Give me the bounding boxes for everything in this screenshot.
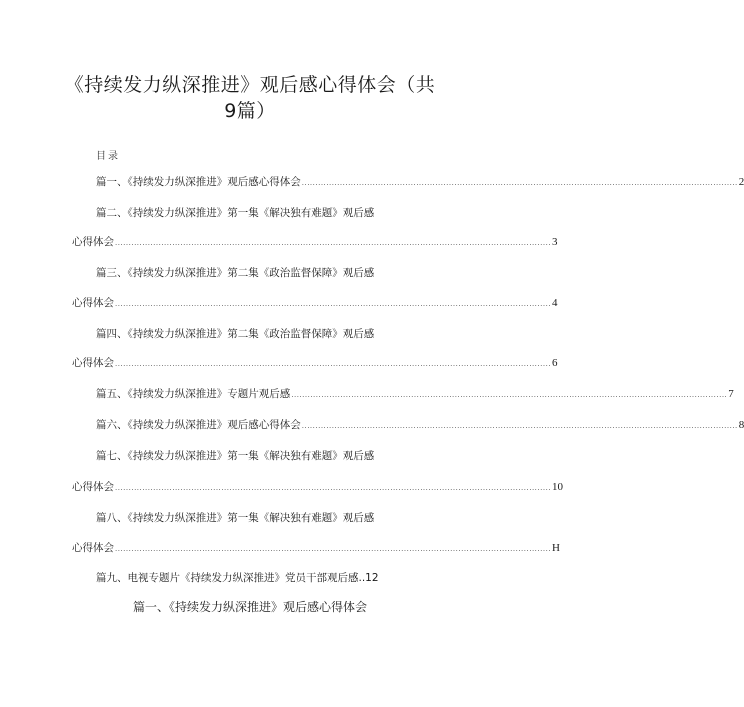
toc-entry-9[interactable] xyxy=(96,570,412,586)
toc-entry-3[interactable] xyxy=(96,265,412,281)
toc-leader-dots: ................................................................................................................................................................ xyxy=(115,545,552,553)
toc-entry-5[interactable] xyxy=(96,386,734,402)
section-title: 篇一、《持续发力纵深推进》观后感心得体会 xyxy=(132,600,367,614)
toc-entry-7-continuation[interactable] xyxy=(72,479,564,495)
toc-entry-8-continuation[interactable] xyxy=(72,540,560,556)
toc-entry-text: 篇一、《持续发力纵深推进》观后感心得体会 xyxy=(96,176,301,188)
toc-entry-7[interactable] xyxy=(96,448,412,464)
toc-leader-dots: ................................................................................................................................................................ xyxy=(291,391,728,399)
toc-entry-3-continuation[interactable] xyxy=(72,295,558,311)
toc-entry-text: 心得体会 xyxy=(72,357,114,369)
toc-leader-dots: ................................................................................................................................................................ xyxy=(115,300,552,308)
toc-page-number: 3 xyxy=(552,236,558,248)
toc-entry-4[interactable] xyxy=(96,326,412,342)
toc-leader-dots: ................................................................................................................................................................ xyxy=(301,179,738,187)
toc-entry-text: 心得体会 xyxy=(72,481,114,493)
toc-page-number: 7 xyxy=(728,388,734,400)
toc-page-number: 2 xyxy=(738,176,744,188)
toc-page-number: 6 xyxy=(552,357,558,369)
toc-entry-text: 篇五、《持续发力纵深推进》专题片观后感 xyxy=(96,388,291,400)
toc-leader-dots: ................................................................................................................................................................ xyxy=(115,360,552,368)
toc-entry-text: 篇九、电视专题片《持续发力纵深推进》党员干部观后感..12 xyxy=(96,572,379,584)
toc-entry-2-continuation[interactable] xyxy=(72,234,558,250)
toc-entry-text: 篇二、《持续发力纵深推进》第一集《解决独有难题》观后感 xyxy=(96,207,375,219)
toc-entry-8[interactable] xyxy=(96,510,412,526)
toc-entry-text: 篇八、《持续发力纵深推进》第一集《解决独有难题》观后感 xyxy=(96,512,375,524)
toc-entry-2[interactable] xyxy=(96,205,412,221)
toc-leader-dots: ................................................................................................................................................................ xyxy=(115,484,552,492)
document-title-line-1: 《持续发力纵深推进》观后感心得体会（共 xyxy=(64,74,436,96)
toc-page-number: 4 xyxy=(552,297,558,309)
toc-entry-4-continuation[interactable] xyxy=(72,355,558,371)
toc-heading: 目录 xyxy=(96,151,120,162)
toc-entry-text: 心得体会 xyxy=(72,236,114,248)
toc-entry-text: 篇三、《持续发力纵深推进》第二集《政治监督保障》观后感 xyxy=(96,267,375,279)
document-title-line-2: 9篇） xyxy=(224,100,276,122)
toc-leader-dots: ................................................................................................................................................................ xyxy=(115,239,552,247)
toc-page-number: 10 xyxy=(552,481,564,493)
toc-leader-dots: ................................................................................................................................................................ xyxy=(301,422,738,430)
toc-entry-6[interactable] xyxy=(96,417,744,433)
toc-entry-text: 心得体会 xyxy=(72,542,114,554)
toc-page-number: 8 xyxy=(738,419,744,431)
toc-entry-text: 心得体会 xyxy=(72,297,114,309)
toc-entry-text: 篇六、《持续发力纵深推进》观后感心得体会 xyxy=(96,419,301,431)
toc-entry-text: 篇七、《持续发力纵深推进》第一集《解决独有难题》观后感 xyxy=(96,450,375,462)
toc-entry-1[interactable] xyxy=(96,174,744,190)
toc-entry-text: 篇四、《持续发力纵深推进》第二集《政治监督保障》观后感 xyxy=(96,328,375,340)
toc-page-number: H xyxy=(552,542,560,554)
